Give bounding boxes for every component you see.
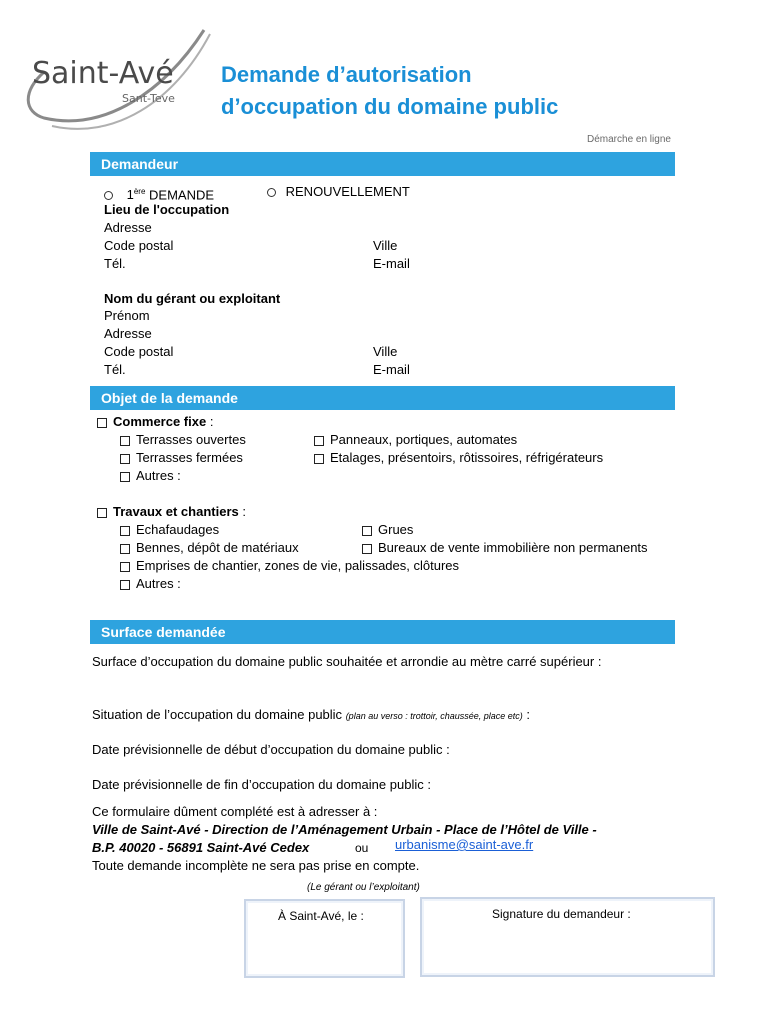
etalages-option[interactable] <box>314 449 603 467</box>
travaux-autres-checkbox[interactable] <box>120 580 130 590</box>
travaux-option[interactable] <box>97 503 246 521</box>
terrasses-fermees-checkbox[interactable] <box>120 454 130 464</box>
terrasses-fermees-option[interactable] <box>120 449 243 467</box>
bureaux-vente-option[interactable] <box>362 539 648 557</box>
manager-city-field-label: Ville <box>373 344 398 359</box>
travaux-label: Travaux et chantiers <box>113 504 239 519</box>
bennes-option[interactable] <box>120 539 299 557</box>
emprises-option[interactable] <box>120 557 459 575</box>
commerce-fixe-option[interactable] <box>97 413 213 431</box>
signature-box[interactable] <box>420 897 715 977</box>
or-text: ou <box>355 841 369 855</box>
commerce-autres-option[interactable] <box>120 467 181 485</box>
situation-question <box>92 706 530 724</box>
email-field-label: E-mail <box>373 256 410 271</box>
travaux-colon: : <box>238 504 246 519</box>
first-request-label: DEMANDE <box>149 187 215 203</box>
city-field-label: Ville <box>373 238 398 253</box>
renewal-label: RENOUVELLEMENT <box>285 184 410 199</box>
bennes-checkbox[interactable] <box>120 544 130 554</box>
situation-question-colon: : <box>522 707 531 722</box>
manager-phone-field-label: Tél. <box>104 362 126 377</box>
manager-heading: Nom du gérant ou exploitant <box>104 291 281 306</box>
manager-address-field-label: Adresse <box>104 326 152 341</box>
send-intro: Ce formulaire dûment complété est à adresser à : <box>92 804 378 819</box>
bureaux-vente-checkbox[interactable] <box>362 544 372 554</box>
grues-checkbox[interactable] <box>362 526 372 536</box>
emprises-label: Emprises de chantier, zones de vie, palissades, clôtures <box>136 558 460 573</box>
location-heading: Lieu de l'occupation <box>104 202 230 217</box>
logo-name: Saint-Avé <box>32 56 174 91</box>
commerce-fixe-label: Commerce fixe <box>113 414 207 429</box>
terrasses-ouvertes-label: Terrasses ouvertes <box>136 432 246 447</box>
online-procedure-label: Démarche en ligne <box>587 134 671 145</box>
surface-question: Surface d’occupation du domaine public souhaitée et arrondie au mètre carré supérieur : <box>92 654 602 669</box>
travaux-checkbox[interactable] <box>97 508 107 518</box>
travaux-autres-label: Autres : <box>136 576 181 591</box>
end-date-question: Date prévisionnelle de fin d’occupation du domaine public : <box>92 777 431 792</box>
page-title-line-2: d’occupation du domaine public <box>221 94 559 119</box>
echafaudages-checkbox[interactable] <box>120 526 130 536</box>
phone-field-label: Tél. <box>104 256 126 271</box>
logo-subtitle: Sant-Teve <box>122 92 175 105</box>
panneaux-label: Panneaux, portiques, automates <box>330 432 518 447</box>
grues-option[interactable] <box>362 521 413 539</box>
signature-label: Signature du demandeur : <box>492 907 631 921</box>
etalages-checkbox[interactable] <box>314 454 324 464</box>
page-title-line-1: Demande d’autorisation <box>221 62 472 87</box>
section-header-demandeur: Demandeur <box>90 152 675 176</box>
terrasses-fermees-label: Terrasses fermées <box>136 450 243 465</box>
manager-email-field-label: E-mail <box>373 362 410 377</box>
grues-label: Grues <box>378 522 414 537</box>
echafaudages-option[interactable] <box>120 521 219 539</box>
signer-note: (Le gérant ou l’exploitant) <box>307 882 420 893</box>
situation-question-label: Situation de l’occupation du domaine public <box>92 707 343 722</box>
bureaux-vente-label: Bureaux de vente immobilière non permanents <box>378 540 648 555</box>
incomplete-notice: Toute demande incomplète ne sera pas prise en compte. <box>92 858 420 873</box>
commerce-autres-label: Autres : <box>136 468 181 483</box>
logo <box>14 22 214 132</box>
first-name-field-label: Prénom <box>104 308 150 323</box>
postal-code-field-label: Code postal <box>104 238 174 253</box>
commerce-fixe-checkbox[interactable] <box>97 418 107 428</box>
section-header-surface: Surface demandée <box>90 620 675 644</box>
panneaux-option[interactable] <box>314 431 517 449</box>
renewal-radio[interactable] <box>267 188 276 197</box>
travaux-autres-option[interactable] <box>120 575 181 593</box>
etalages-label: Etalages, présentoirs, rôtissoires, réfrigérateurs <box>330 450 604 465</box>
commerce-fixe-colon: : <box>206 414 214 429</box>
terrasses-ouvertes-option[interactable] <box>120 431 246 449</box>
bennes-label: Bennes, dépôt de matériaux <box>136 540 299 555</box>
first-request-option[interactable] <box>104 183 214 201</box>
first-request-sup: ère <box>133 187 146 196</box>
address-line-2: B.P. 40020 - 56891 Saint-Avé Cedex <box>92 840 310 855</box>
terrasses-ouvertes-checkbox[interactable] <box>120 436 130 446</box>
emprises-checkbox[interactable] <box>120 562 130 572</box>
panneaux-checkbox[interactable] <box>314 436 324 446</box>
start-date-question: Date prévisionnelle de début d’occupation du domaine public : <box>92 742 450 757</box>
situation-question-hint: (plan au verso : trottoir, chaussée, place etc) <box>345 711 523 721</box>
date-place-box[interactable] <box>244 899 405 978</box>
section-header-objet: Objet de la demande <box>90 386 675 410</box>
address-field-label: Adresse <box>104 220 152 235</box>
renewal-option[interactable] <box>267 183 410 201</box>
date-place-label: À Saint-Avé, le : <box>278 909 364 923</box>
first-request-radio[interactable] <box>104 191 113 200</box>
echafaudages-label: Echafaudages <box>136 522 220 537</box>
address-line-1: Ville de Saint-Avé - Direction de l’Aménagement Urbain - Place de l’Hôtel de Ville - <box>92 822 597 837</box>
manager-postal-code-field-label: Code postal <box>104 344 174 359</box>
email-link[interactable]: urbanisme@saint-ave.fr <box>395 837 534 852</box>
first-request-num: 1 <box>126 187 134 203</box>
commerce-autres-checkbox[interactable] <box>120 472 130 482</box>
